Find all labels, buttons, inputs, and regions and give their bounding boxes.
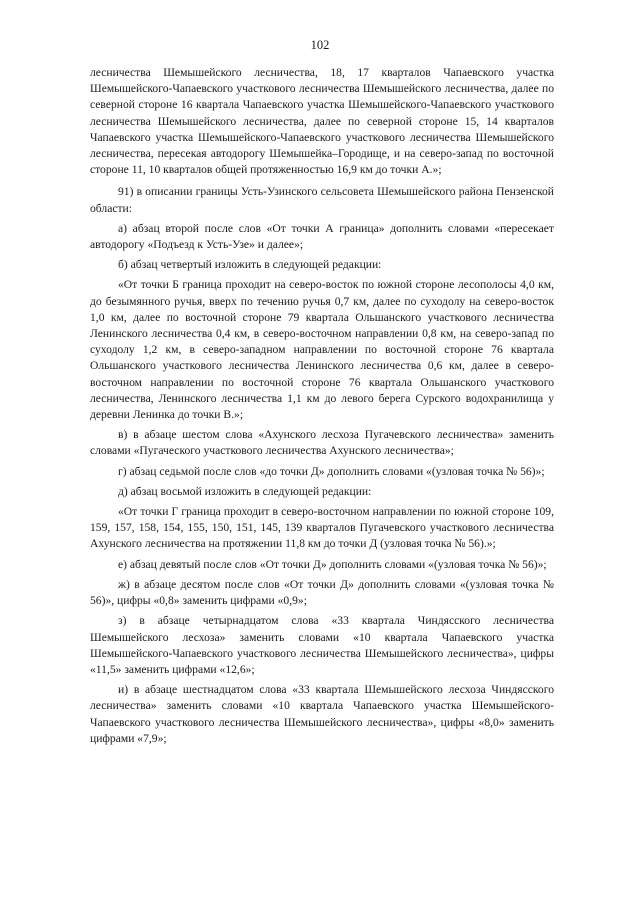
paragraph-subitem-e: е) абзац девятый после слов «От точки Д» дополнить словами «(узловая точка № 56)»; xyxy=(118,557,547,571)
paragraph-subitem-g: г) абзац седьмой после слов «до точки Д» дополнить словами «(узловая точка № 56)»; xyxy=(118,464,545,478)
paragraph-item-91: 91) в описании границы Усть-Узинского сельсовета Шемышейского района Пензенской области: xyxy=(90,185,554,215)
paragraph-subitem-v: в) в абзаце шестом слова «Ахунского лесхоза Пугачевского лесничества» заменить словами «Пугаческого участкового лесничества Ахунского лесничества»; xyxy=(90,428,554,458)
paragraph-subitem-i: и) в абзаце шестнадцатом слова «33 квартала Шемышейского лесхоза Чиндясского лесничества» заменить словами «10 квартала Чапаевского участка Шемышейского-Чапаевского участкового лесничества Шемышейского лесничества», цифры «8,0» заменить цифрами «7,9»; xyxy=(90,683,554,745)
paragraph-continuation: лесничества Шемышейского лесничества, 18, 17 кварталов Чапаевского участка Шемышейского-Чапаевского участкового лесничества Шемышейского лесничества, далее по северной стороне 16 квартала Чапаевского участка Шемышейского-Чапаевского участкового лесничества Шемышейского лесничества, далее по северной стороне 15, 14 кварталов Чапаевского участка Шемышейского-Чапаевского участкового лесничества Шемышейского лесничества, пересекая автодорогу Шемышейка–Городище, и на северо-запад по восточной стороне 11, 10 кварталов общей протяженностью 16,9 км до точки А.»; xyxy=(90,66,554,177)
paragraph-quote-d: «От точки Г граница проходит в северо-восточном направлении по южной стороне 109, 159, 157, 158, 154, 155, 150, 151, 145, 139 кварталов Пугачевского участкового лесничества Ахунского лесничества на протяжении 11,8 км до точки Д (узловая точка № 56).»; xyxy=(90,505,554,551)
paragraph-subitem-b: б) абзац четвертый изложить в следующей редакции: xyxy=(118,258,382,272)
paragraph-subitem-d: д) абзац восьмой изложить в следующей редакции: xyxy=(118,484,372,498)
document-body xyxy=(90,65,554,747)
paragraph-quote-b: «От точки Б граница проходит на северо-восток по южной стороне лесополосы 4,0 км, до безымянного ручья, вверх по течению ручья 0,7 км, далее по суходолу на северо-восток 1,0 км, далее по восточной стороне 79 квартала Ольшанского участкового лесничества Ленинского лесничества 0,4 км, в северо-восточном направлении 0,8 км, на северо-запад по суходолу 1,2 км, в северо-западном направлении по восточной стороне 76 квартала Ольшанского участкового лесничества Ленинского лесничества 0,6 км, далее в северо-восточном направлении по восточной стороне 76 квартала Ольшанского участкового лесничества, Ленинского лесничества 1,1 км до левого берега Сурского водохранилища у деревни Ленинка до точки В.»; xyxy=(90,278,554,422)
page-number: 102 xyxy=(310,38,330,52)
paragraph-subitem-z: з) в абзаце четырнадцатом слова «33 квартала Чиндясского лесничества Шемышейского лесхоза» заменить словами «10 квартала Чапаевского участка Шемышейского-Чапаевского участкового лесничества Шемышейского лесничества», цифры «11,5» заменить цифрами «12,6»; xyxy=(90,614,554,676)
paragraph-subitem-a: а) абзац второй после слов «От точки А граница» дополнить словами «пересекает автодорогу «Подъезд к Усть-Узе» и далее»; xyxy=(90,221,554,252)
paragraph-subitem-zh: ж) в абзаце десятом после слов «От точки Д» дополнить словами «(узловая точка № 56)», цифры «0,8» заменить цифрами «0,9»; xyxy=(90,577,554,608)
